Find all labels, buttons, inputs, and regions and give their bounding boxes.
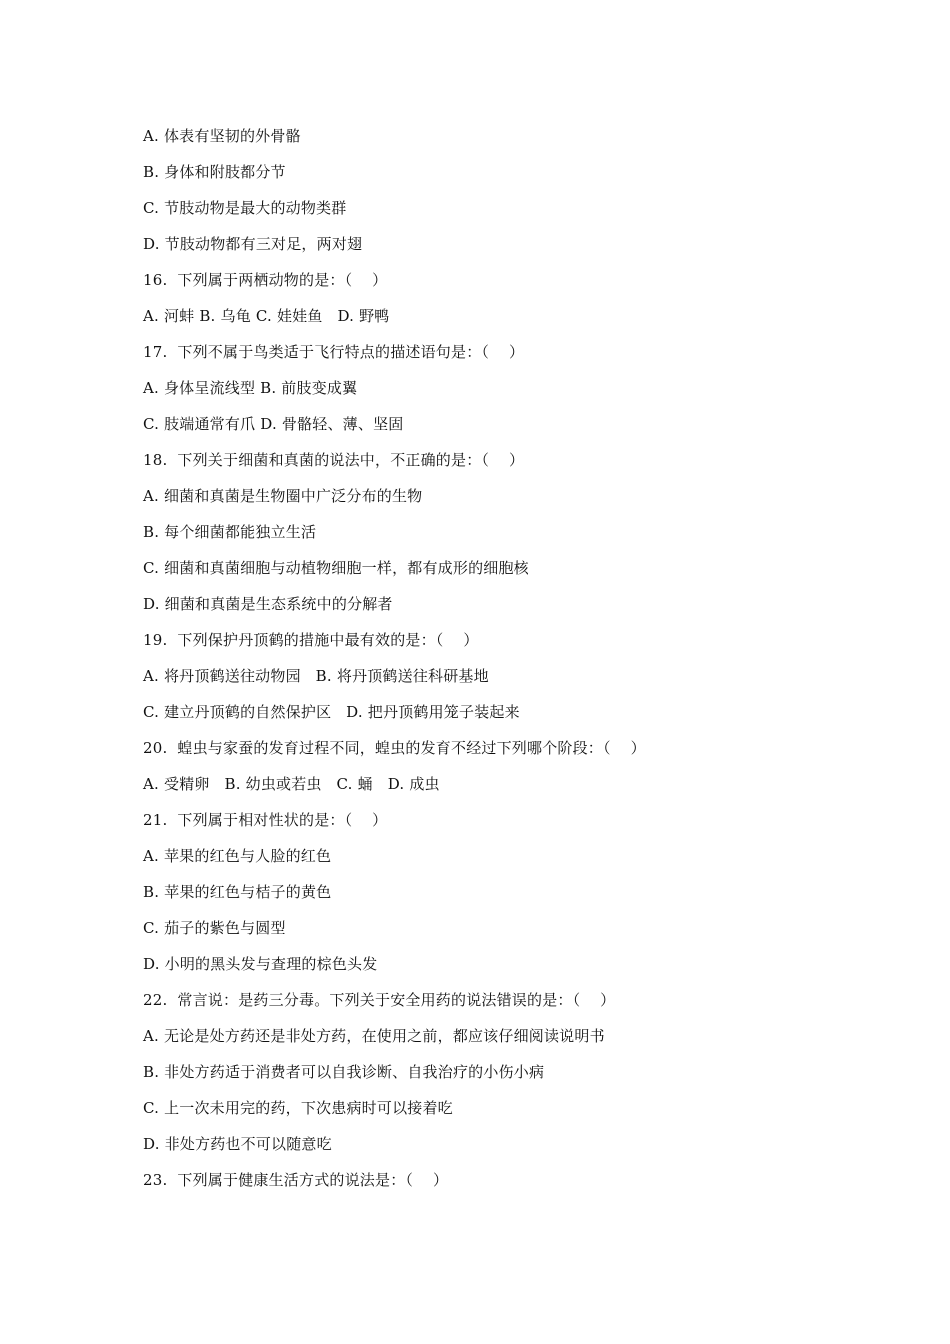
option-line: C. 细菌和真菌细胞与动植物细胞一样，都有成形的细胞核 [143,559,529,577]
option-line: A. 将丹顶鹤送往动物园 B. 将丹顶鹤送往科研基地 [143,667,489,685]
option-line: B. 苹果的红色与桔子的黄色 [143,883,332,901]
option-line: C. 上一次未用完的药，下次患病时可以接着吃 [143,1099,453,1117]
question-18: 18. 下列关于细菌和真菌的说法中，不正确的是：（ ） [143,451,525,469]
question-22: 22. 常言说：是药三分毒。下列关于安全用药的说法错误的是：（ ） [143,991,616,1009]
question-16: 16. 下列属于两栖动物的是：（ ） [143,271,388,289]
option-line: D. 细菌和真菌是生态系统中的分解者 [143,595,393,613]
question-17: 17. 下列不属于鸟类适于飞行特点的描述语句是：（ ） [143,343,525,361]
option-line: A. 无论是处方药还是非处方药，在使用之前，都应该仔细阅读说明书 [143,1027,605,1045]
exam-question-list [143,123,863,1203]
option-line: B. 身体和附肢都分节 [143,163,286,181]
option-line: B. 非处方药适于消费者可以自我诊断、自我治疗的小伤小病 [143,1063,545,1081]
option-line: A. 河蚌 B. 乌龟 C. 娃娃鱼 D. 野鸭 [143,307,390,325]
question-20: 20. 蝗虫与家蚕的发育过程不同，蝗虫的发育不经过下列哪个阶段：（ ） [143,739,646,757]
option-line: D. 小明的黑头发与查理的棕色头发 [143,955,378,973]
option-line: A. 细菌和真菌是生物圈中广泛分布的生物 [143,487,423,505]
option-line: A. 身体呈流线型 B. 前肢变成翼 [143,379,358,397]
option-line: A. 体表有坚韧的外骨骼 [143,127,301,145]
question-19: 19. 下列保护丹顶鹤的措施中最有效的是：（ ） [143,631,479,649]
option-line: D. 非处方药也不可以随意吃 [143,1135,332,1153]
question-21: 21. 下列属于相对性状的是：（ ） [143,811,388,829]
option-line: B. 每个细菌都能独立生活 [143,523,317,541]
option-line: D. 节肢动物都有三对足，两对翅 [143,235,363,253]
option-line: C. 肢端通常有爪 D. 骨骼轻、薄、坚固 [143,415,404,433]
option-line: A. 受精卵 B. 幼虫或若虫 C. 蛹 D. 成虫 [143,775,440,793]
option-line: C. 茄子的紫色与圆型 [143,919,286,937]
option-line: C. 建立丹顶鹤的自然保护区 D. 把丹顶鹤用笼子装起来 [143,703,520,721]
option-line: A. 苹果的红色与人脸的红色 [143,847,332,865]
option-line: C. 节肢动物是最大的动物类群 [143,199,347,217]
question-23: 23. 下列属于健康生活方式的说法是：（ ） [143,1171,449,1189]
